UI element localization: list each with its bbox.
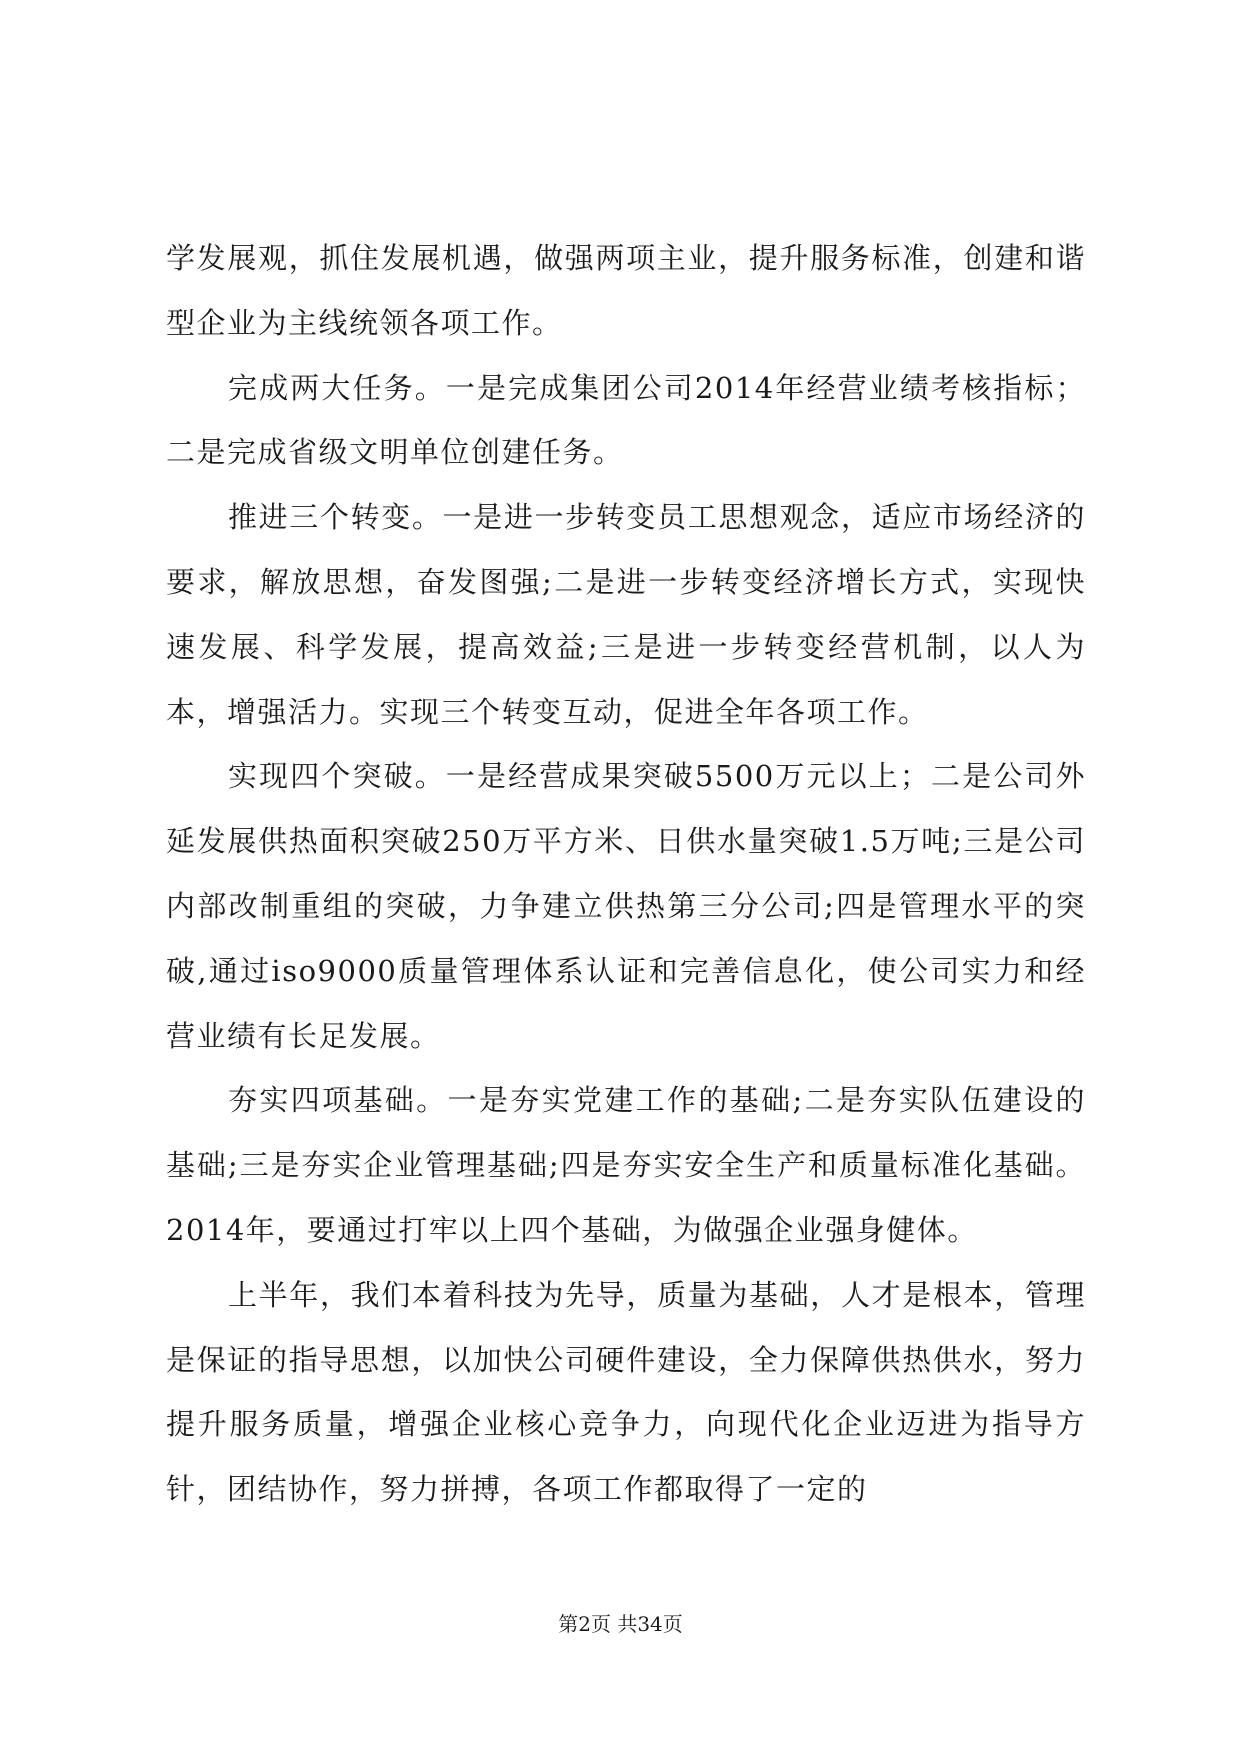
paragraph-4: 实现四个突破。一是经营成果突破5500万元以上；二是公司外延发展供热面积突破250万平方米、日供水量突破1.5万吨;三是公司内部改制重组的突破，力争建立供热第三分公司;四是管理水平的突破,通过iso9000质量管理体系认证和完善信息化，使公司实力和经营业绩有长足发展。 [166,759,1086,1053]
paragraph-5: 夯实四项基础。一是夯实党建工作的基础;二是夯实队伍建设的基础;三是夯实企业管理基础;四是夯实安全生产和质量标准化基础。2014年，要通过打牢以上四个基础，为做强企业强身健体。 [166,1083,1086,1247]
document-body [166,226,1086,1522]
page-number-footer: 第2页 共34页 [558,1612,683,1636]
paragraph-6: 上半年，我们本着科技为先导，质量为基础，人才是根本，管理是保证的指导思想，以加快公司硬件建设，全力保障供热供水，努力提升服务质量，增强企业核心竞争力，向现代化企业迈进为指导方针，团结协作，努力拼搏，各项工作都取得了一定的 [166,1277,1086,1507]
paragraph-3: 推进三个转变。一是进一步转变员工思想观念，适应市场经济的要求，解放思想，奋发图强;二是进一步转变经济增长方式，实现快速发展、科学发展，提高效益;三是进一步转变经营机制，以人为本，增强活力。实现三个转变互动，促进全年各项工作。 [166,500,1086,729]
paragraph-2: 完成两大任务。一是完成集团公司2014年经营业绩考核指标；二是完成省级文明单位创建任务。 [166,370,1086,470]
paragraph-1: 学发展观，抓住发展机遇，做强两项主业，提升服务标准，创建和谐型企业为主线统领各项工作。 [166,241,1086,340]
